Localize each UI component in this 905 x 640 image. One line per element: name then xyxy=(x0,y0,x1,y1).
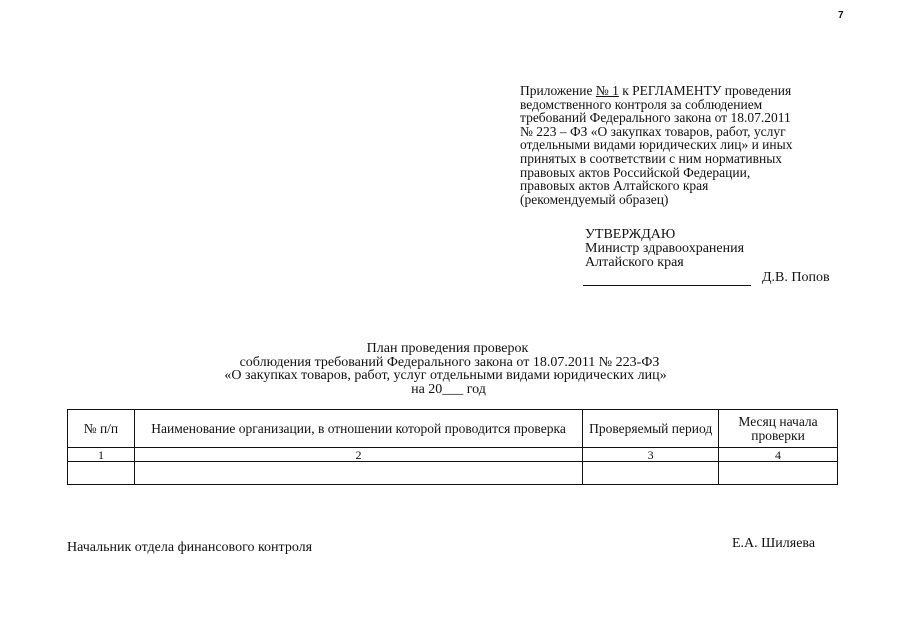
column-number: 1 xyxy=(68,448,135,462)
annex-line-2: ведомственного контроля за соблюдением xyxy=(520,96,763,112)
header-start-month: Месяц начала проверки xyxy=(719,410,838,448)
annex-line-8: правовых актов Алтайского края xyxy=(520,178,709,194)
table-row xyxy=(68,462,838,485)
approval-signer: Д.В. Попов xyxy=(762,270,830,285)
table-cell xyxy=(68,462,135,485)
header-number: № п/п xyxy=(68,410,135,448)
column-number: 4 xyxy=(719,448,838,462)
approval-heading: УТВЕРЖДАЮ xyxy=(585,227,676,242)
annex-line-1: Приложение № 1 к РЕГЛАМЕНТУ проведения xyxy=(520,83,792,98)
column-number-row xyxy=(68,448,838,462)
annex-line-7: правовых актов Российской Федерации, xyxy=(520,164,751,180)
document-title xyxy=(0,342,905,396)
signature-line xyxy=(583,285,751,286)
approval-position-line2: Алтайского края xyxy=(585,255,684,270)
table-cell xyxy=(719,462,838,485)
annex-line-9: (рекомендуемый образец) xyxy=(520,191,669,207)
header-organization: Наименование организации, в отношении которой проводится проверка xyxy=(134,410,582,448)
annex-line-5: отдельными видами юридических лиц» и иных xyxy=(520,137,793,153)
inspection-plan-table xyxy=(67,409,838,485)
header-period: Проверяемый период xyxy=(583,410,719,448)
title-line-3: «О закупках товаров, работ, услуг отдельными видами юридических лиц» xyxy=(224,368,667,383)
column-number: 2 xyxy=(134,448,582,462)
title-line-1: План проведения проверок xyxy=(366,341,529,356)
annex-line-3: требований Федерального закона от 18.07.2011 xyxy=(520,110,791,126)
table-cell xyxy=(583,462,719,485)
footer-position: Начальник отдела финансового контроля xyxy=(67,540,313,555)
page-number: 7 xyxy=(838,10,844,21)
title-line-4: на 20___ год xyxy=(411,381,486,397)
column-number: 3 xyxy=(583,448,719,462)
annex-line-6: принятых в соответствии с ним нормативных xyxy=(520,150,783,166)
table-cell xyxy=(134,462,582,485)
approval-position-line1: Министр здравоохранения xyxy=(585,241,745,256)
footer-signer: Е.А. Шиляева xyxy=(732,536,816,551)
annex-note xyxy=(520,84,792,206)
approval-block xyxy=(585,228,744,270)
annex-line-4: № 223 – ФЗ «О закупках товаров, работ, услуг xyxy=(520,123,786,139)
title-line-2: соблюдения требований Федерального закона от 18.07.2011 № 223-ФЗ xyxy=(239,354,660,370)
table-header-row xyxy=(68,410,838,448)
